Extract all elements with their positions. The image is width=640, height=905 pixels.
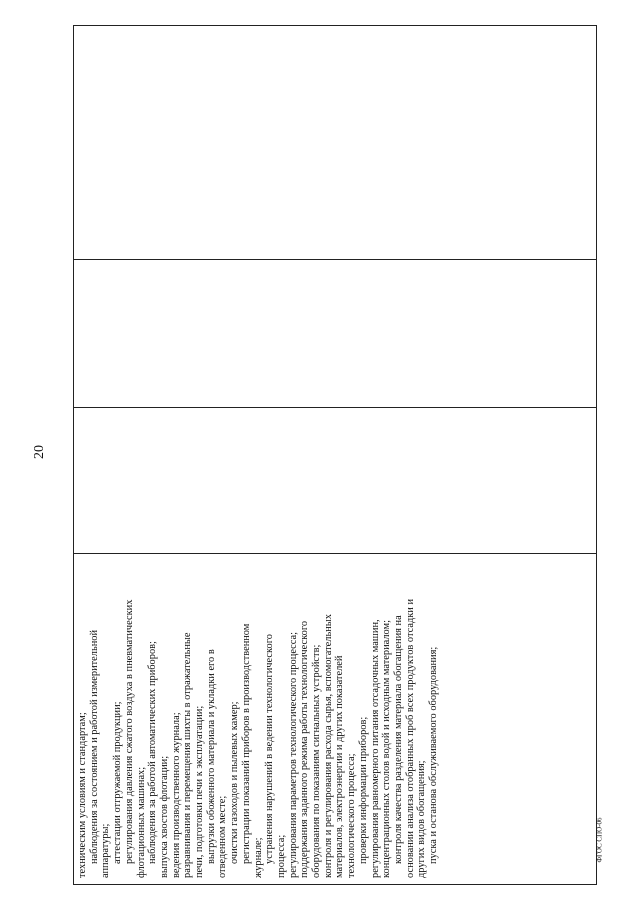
list-item: поддержания заданного режима работы технологического	[299, 620, 311, 878]
list-item: технологического процесса;	[346, 753, 358, 878]
list-item: ведения производственного журнала;	[170, 712, 182, 878]
table-row	[73, 25, 597, 885]
list-item: наблюдения за работой автоматических приборов;	[147, 641, 159, 864]
list-item: контроля и регулирования расхода сырья, вспомогательных	[322, 614, 334, 878]
list-item: материалов, электроэнергии и других показателей	[334, 655, 346, 878]
practical-experience-list	[77, 558, 440, 878]
list-item: контроля качества разделения материала обогащения на	[392, 615, 404, 864]
empty-cell-hours	[74, 407, 596, 553]
list-item: аттестации отгружаемой продукции;	[112, 701, 124, 864]
list-item: журнале;	[252, 837, 264, 878]
list-item: регистрации показаний приборов в производственном	[240, 623, 252, 864]
list-item: регулирования равномерного питания отсадочных машин,	[369, 619, 381, 878]
practical-experience-cell	[74, 553, 596, 884]
list-item: техническим условиям и стандартам;	[77, 712, 88, 878]
list-item: основании анализа отобранных проб всех продуктов отсадки и	[404, 598, 416, 878]
list-item: флотационных машинах;	[135, 766, 147, 878]
list-item: выпуска хвостов флотации;	[158, 755, 170, 878]
page-number: 20	[32, 445, 47, 459]
empty-cell-competencies	[74, 26, 596, 259]
list-item: пуска и останова обслуживаемого оборудования;	[428, 646, 440, 864]
list-item: разравнивания и перемещения шихты в отражательные	[182, 632, 194, 878]
list-item: устранения нарушений в ведении технологического	[264, 634, 276, 864]
list-item: печи, подготовки печи к эксплуатации;	[194, 705, 206, 878]
list-item: регулирования параметров технологического процесса;	[287, 631, 299, 878]
document-code: ФГОС СПО-06	[595, 817, 604, 863]
list-item: процесса;	[275, 834, 287, 878]
list-item: других видов обогащения;	[416, 760, 428, 878]
list-item: наблюдения за состоянием и работой измерительной	[88, 629, 100, 864]
list-item: очистки газоходов и пылевых камер;	[229, 701, 241, 864]
list-item: аппаратуры;	[100, 823, 112, 878]
list-item: выгрузки обоженного материала и укладки его в	[205, 649, 217, 864]
empty-cell-discipline	[74, 259, 596, 407]
list-item: проверки информации приборов;	[357, 716, 369, 864]
list-item: отведенном месте;	[217, 795, 229, 878]
list-item: оборудования по показаниям сигнальных устройств;	[311, 644, 323, 878]
competency-table	[73, 25, 597, 885]
list-item: концентрационных столов водой и исходным материалом;	[381, 619, 393, 878]
list-item: регулирования давления сжатого воздуха в пневматических	[123, 599, 135, 864]
